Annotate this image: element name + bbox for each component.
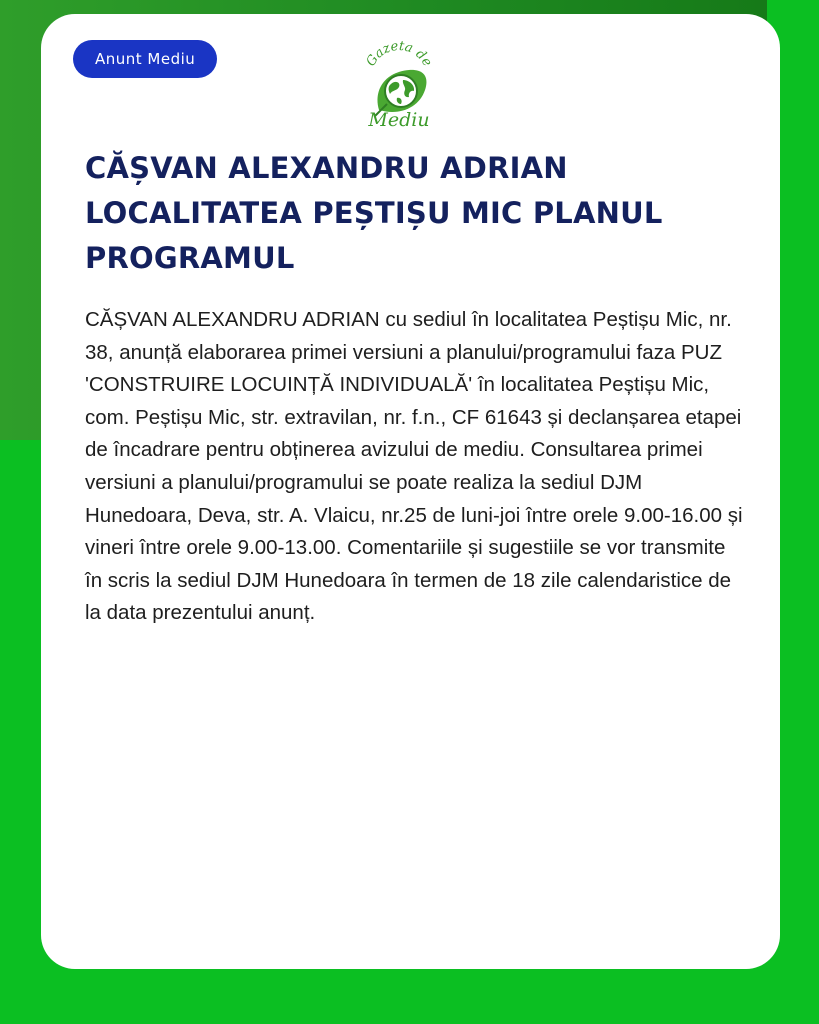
logo-bottom-text: Mediu <box>368 109 430 128</box>
announcement-card <box>41 14 780 969</box>
category-badge: Anunt Mediu <box>73 40 217 78</box>
announcement-title: CĂȘVAN ALEXANDRU ADRIAN LOCALITATEA PEȘTIȘU MIC PLANUL PROGRAMUL <box>85 151 663 275</box>
logo-top-text: Gazeta de <box>363 38 435 70</box>
gazeta-de-mediu-logo <box>359 38 439 128</box>
announcement-body: CĂȘVAN ALEXANDRU ADRIAN cu sediul în localitatea Peștișu Mic, nr. 38, anunță elaborarea primei versiuni a planului/programului faza PUZ 'CONSTRUIRE LOCUINȚĂ INDIVIDUALĂ' în localitatea Peștișu Mic, com. Peștișu Mic, str. extravilan, nr. f.n., CF 61643 și declanșarea etapei de încadrare pentru obținerea avizului de mediu. Consultarea primei versiuni a planului/programului se poate realiza la sediul DJM Hunedoara, Deva, str. A. Vlaicu, nr.25 de luni-joi între orele 9.00-16.00 și vineri între orele 9.00-13.00. Comentariile și sugestiile se vor transmite în scris la sediul DJM Hunedoara în termen de 18 zile calendaristice de la data prezentului anunț. <box>85 308 743 625</box>
